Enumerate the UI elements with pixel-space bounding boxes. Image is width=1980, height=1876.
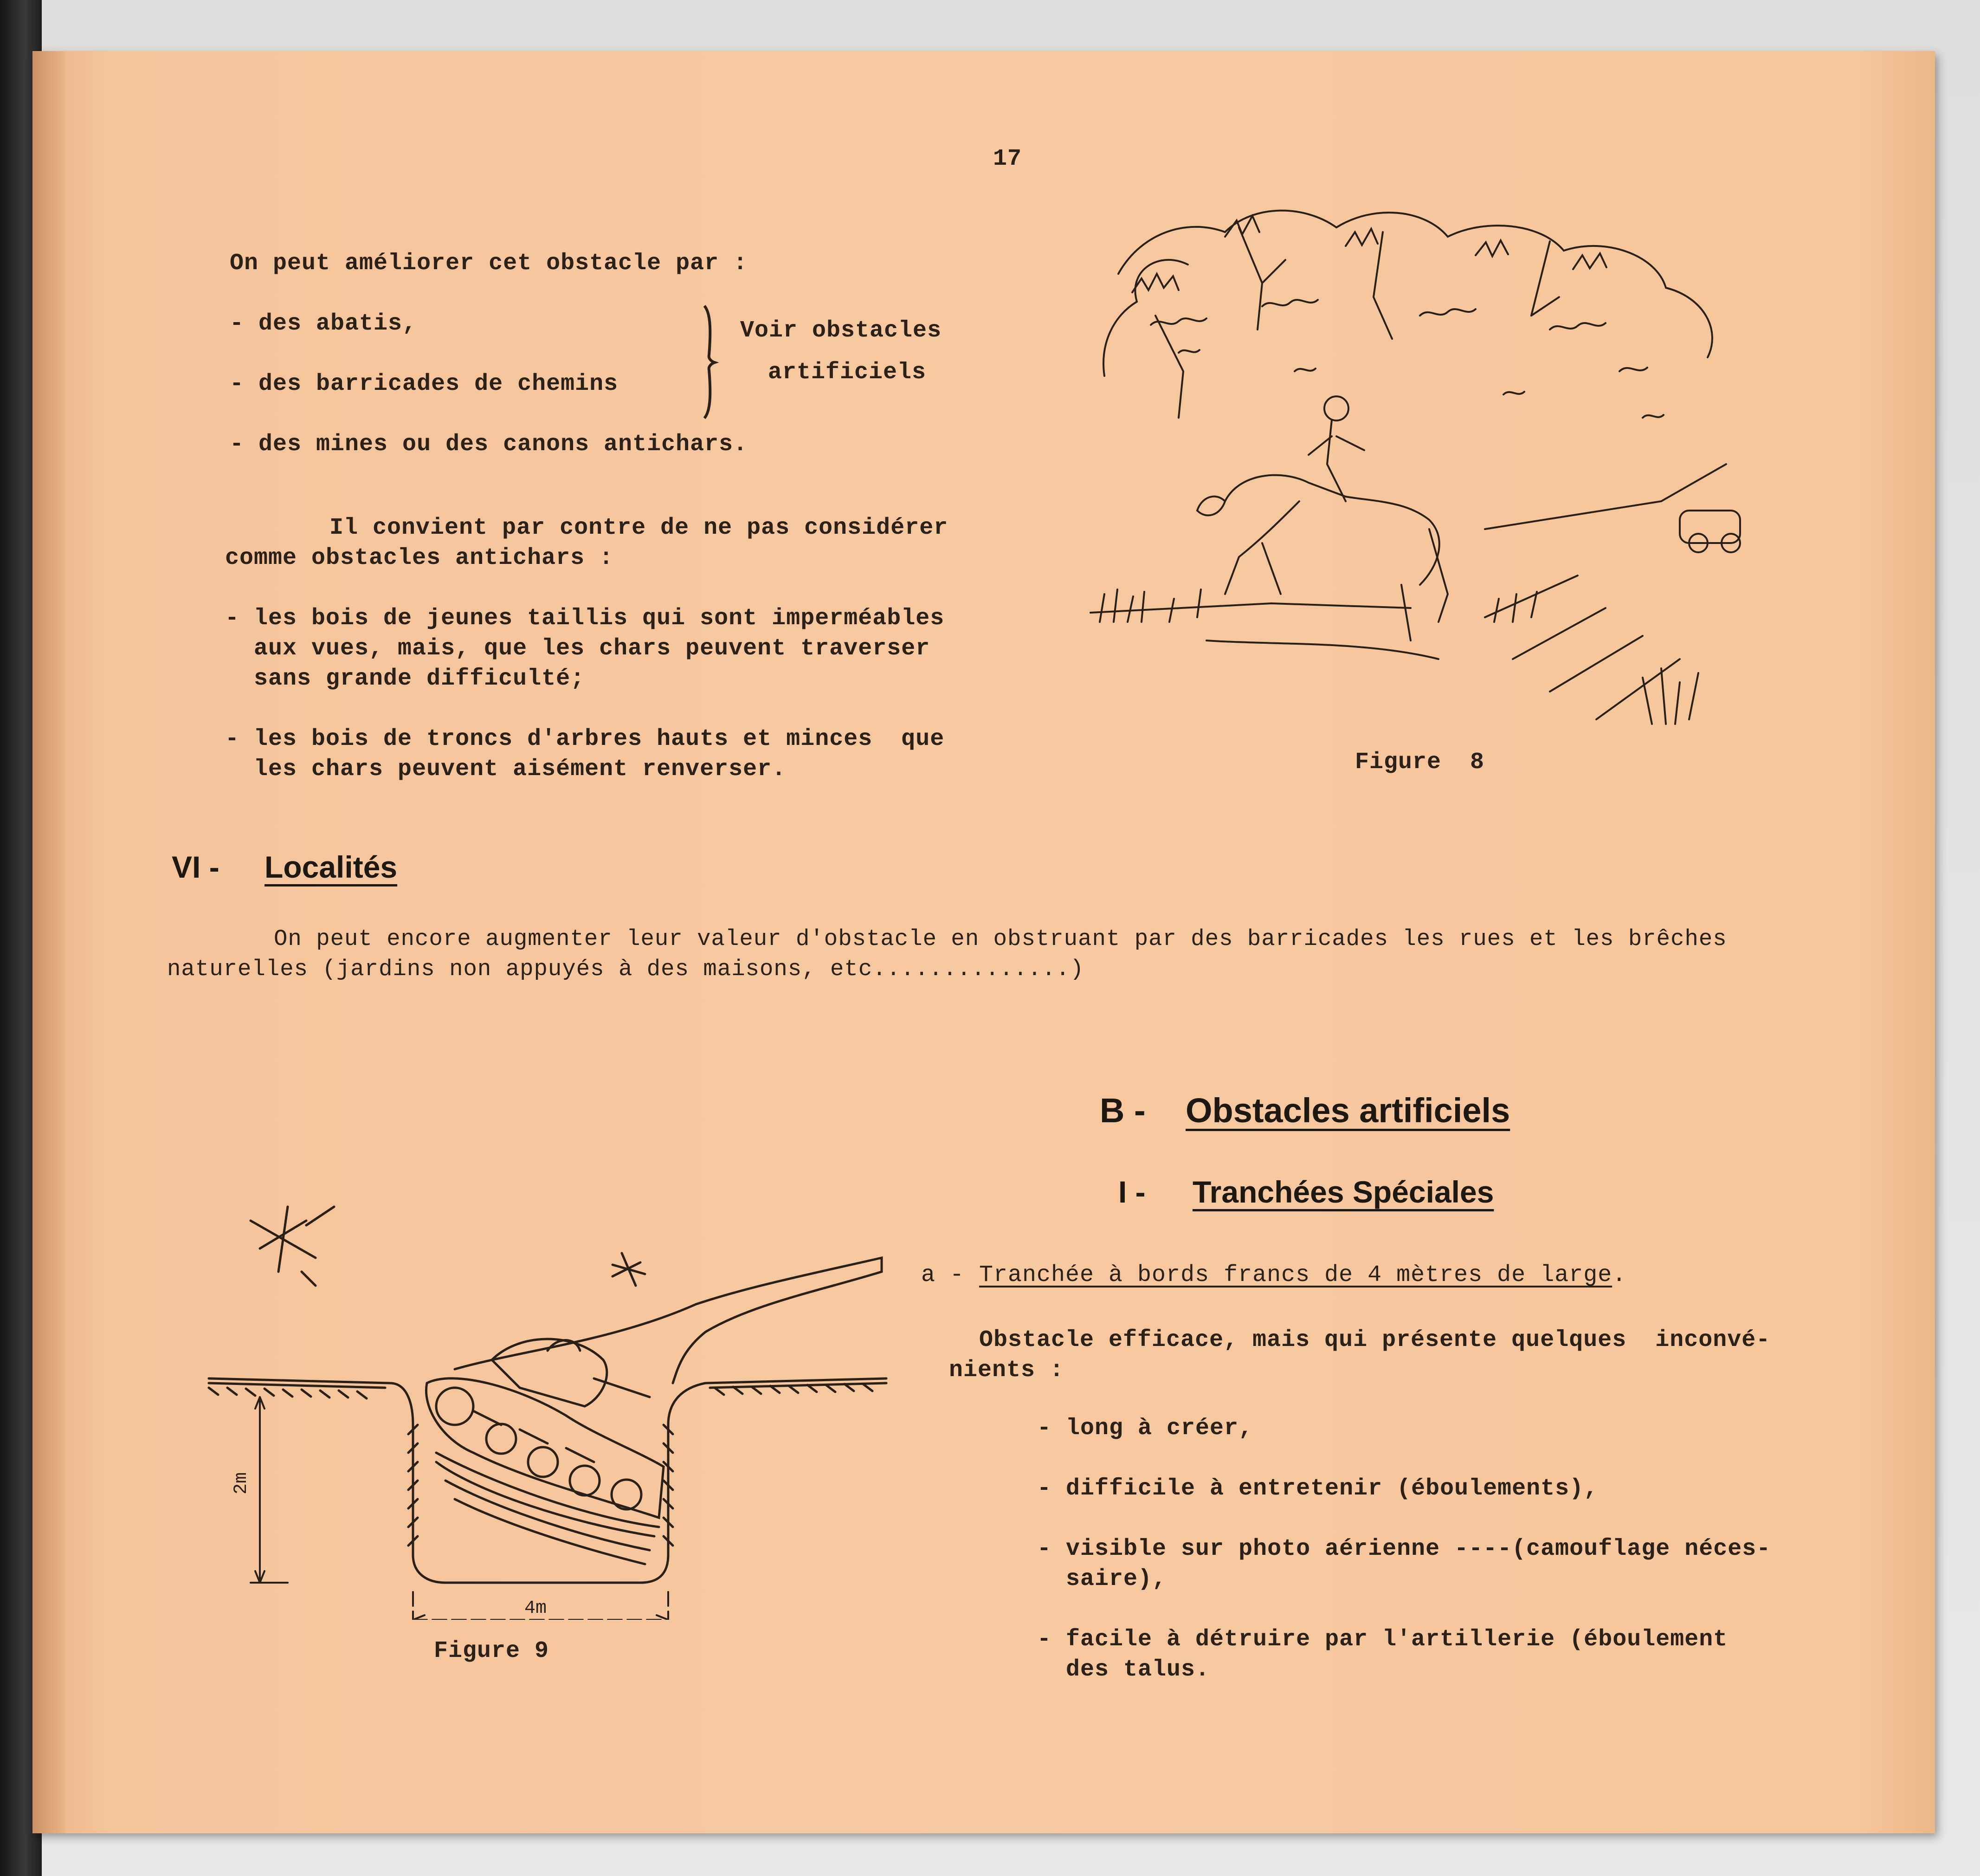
list-a-item-3-line-1: - visible sur photo aérienne ----(camouflage néces-: [1037, 1536, 1771, 1562]
section-vi-para-line-2: naturelles (jardins non appuyés à des maisons, etc..............): [167, 956, 1084, 982]
document-page: [32, 51, 1935, 1833]
section-b-title: [1186, 1091, 1510, 1130]
brace-note-line-2: artificiels: [768, 359, 927, 386]
caution-line-2: comme obstacles antichars :: [225, 545, 614, 571]
caution-item1-line-1: - les bois de jeunes taillis qui sont imperméables: [225, 605, 945, 632]
caution-item2-line-2: les chars peuvent aisément renverser.: [225, 756, 787, 783]
figure-8-illustration: [1086, 176, 1782, 733]
figure-8-caption: Figure 8: [1355, 749, 1485, 776]
brace-symbol: [701, 304, 719, 420]
list-a-item-4-line-2: des talus.: [1037, 1656, 1210, 1683]
list-a-item-4-line-1: - facile à détruire par l'artillerie (éboulement: [1037, 1626, 1728, 1653]
list-a-item-1: - long à créer,: [1037, 1415, 1253, 1442]
list-a-item-3-line-2: saire),: [1037, 1566, 1167, 1592]
caution-item2-line-1: - les bois de troncs d'arbres hauts et minces que: [225, 726, 945, 752]
section-vi-title-text: Localités: [264, 850, 398, 884]
section-b-title-text: Obstacles artificiels: [1186, 1091, 1510, 1130]
brace-note-line-1: Voir obstacles: [740, 317, 942, 344]
intro-line: On peut améliorer cet obstacle par :: [230, 250, 748, 277]
page-number: 17: [993, 146, 1022, 172]
figure-9-caption: Figure 9: [434, 1638, 549, 1664]
section-vi-title: [264, 849, 397, 885]
bullet-abatis: - des abatis,: [230, 311, 417, 337]
sub-a-suffix: .: [1612, 1262, 1627, 1288]
para-a-line-2: nients :: [949, 1357, 1064, 1384]
figure-9-height-label: 2m: [231, 1472, 252, 1494]
caution-item1-line-2: aux vues, mais, que les chars peuvent traverser: [225, 635, 930, 662]
figure-9-width-label: 4m: [524, 1598, 547, 1619]
sub-a-title: [979, 1260, 1626, 1291]
figure-9-illustration: [195, 1165, 900, 1620]
bullet-barricades: - des barricades de chemins: [230, 371, 619, 397]
section-i-title-text: Tranchées Spéciales: [1193, 1175, 1494, 1209]
caution-line-1: Il convient par contre de ne pas considérer: [329, 515, 948, 541]
section-i-number: I -: [1118, 1175, 1146, 1209]
section-vi-para-line-1: On peut encore augmenter leur valeur d'obstacle en obstruant par des barricades les rues et les brêches: [274, 926, 1727, 952]
list-a-item-2: - difficile à entretenir (éboulements),: [1037, 1475, 1599, 1502]
section-b-number: B -: [1100, 1091, 1146, 1130]
page-edge: [32, 51, 65, 1833]
sub-a-prefix: a -: [921, 1262, 965, 1288]
para-a-line-1: Obstacle efficace, mais qui présente quelques inconvé-: [979, 1327, 1771, 1353]
bullet-mines: - des mines ou des canons antichars.: [230, 431, 748, 458]
sub-a-title-text: Tranchée à bords francs de 4 mètres de large: [979, 1262, 1612, 1288]
section-i-title: [1193, 1174, 1494, 1210]
caution-item1-line-3: sans grande difficulté;: [225, 666, 585, 692]
section-vi-number: VI -: [172, 850, 219, 884]
